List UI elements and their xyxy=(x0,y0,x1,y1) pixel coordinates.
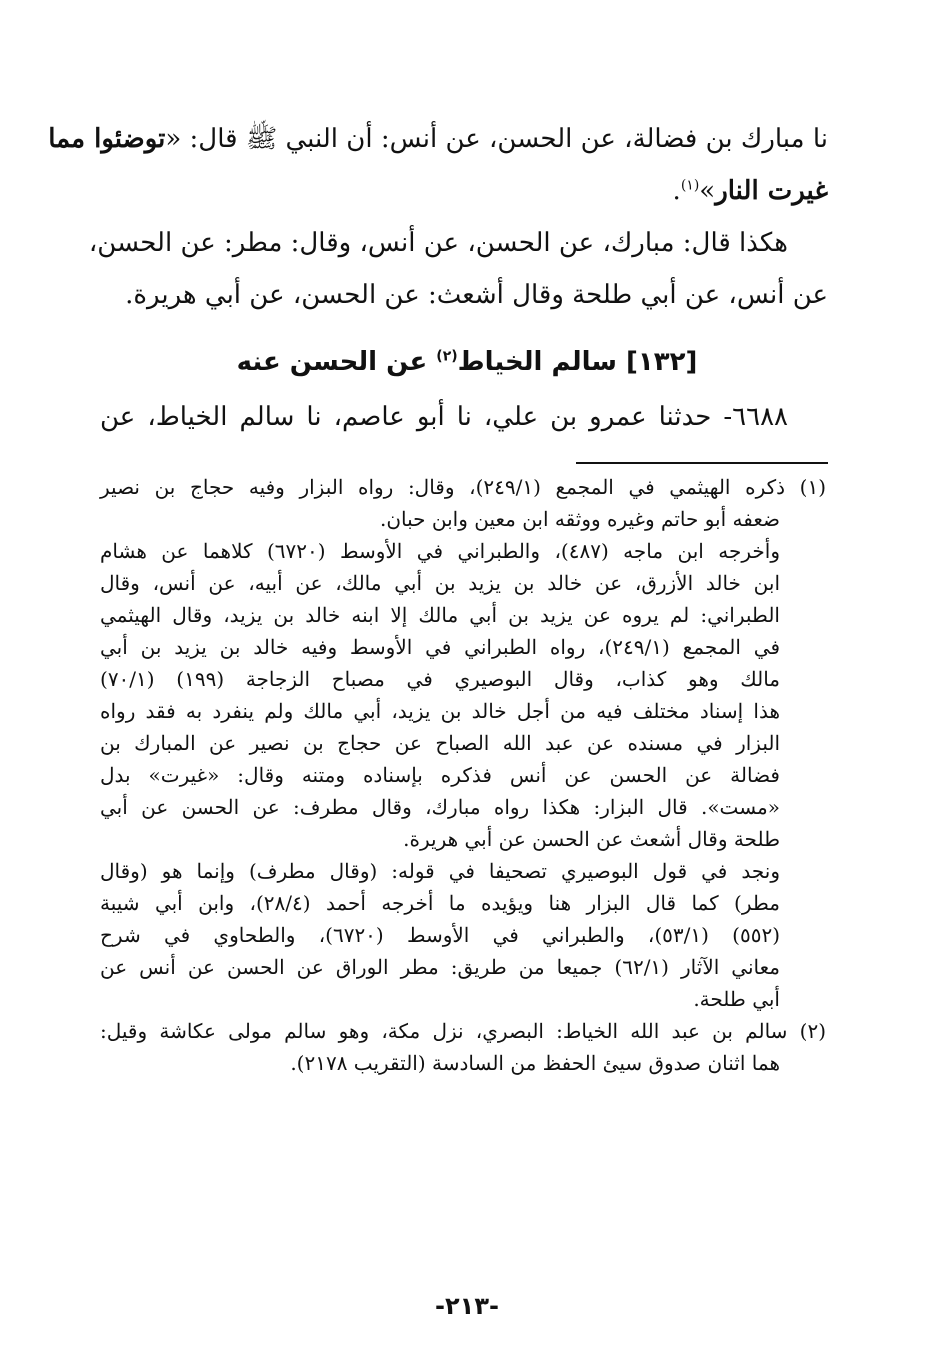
footnote-line: البزار في مسنده عن عبد الله الصباح عن حجاج بن نصير عن المبارك بن xyxy=(100,731,780,755)
footnote-line: معاني الآثار (٦٢/١) جميعا من طريق: مطر الوراق عن الحسن عن أنس عن xyxy=(100,955,780,979)
main-line-1 xyxy=(48,124,828,154)
footnote-line: طلحة وقال أشعث عن الحسن عن أبي هريرة. xyxy=(403,827,780,851)
footnote-line: فضالة عن الحسن عن أنس فذكره بإسناده ومتنه وقال: «غيرت» بدل xyxy=(100,763,780,787)
main-line-2 xyxy=(100,178,828,204)
footnote-line: (٢) سالم بن عبد الله الخياط: البصري، نزل مكة، وهو سالم مولى عكاشة وقيل: xyxy=(100,1019,826,1043)
main-line-3: هكذا قال: مبارك، عن الحسن، عن أنس، وقال: مطر: عن الحسن، xyxy=(88,228,788,258)
main-line-4: عن أنس، عن أبي طلحة وقال أشعث: عن الحسن، عن أبي هريرة. xyxy=(125,280,828,310)
hadith-6688-line: ٦٦٨٨- حدثنا عمرو بن علي، نا أبو عاصم، نا سالم الخياط، عن xyxy=(100,402,788,432)
footnote-line: وأخرجه ابن ماجه (٤٨٧)، والطبراني في الأوسط (٦٧٢٠) كلاهما عن هشام xyxy=(100,539,780,563)
section-heading xyxy=(0,347,934,377)
footnote-line: ضعفه أبو حاتم وغيره ووثقه ابن معين وابن حبان. xyxy=(379,507,780,531)
footnote-line: ابن خالد الأزرق، عن خالد بن يزيد بن أبي مالك، عن أبيه، عن أنس، وقال xyxy=(100,571,780,595)
main-line-1-text: نا مبارك بن فضالة، عن الحسن، عن أنس: أن النبي ﷺ قال: « xyxy=(165,124,828,154)
footnote-line: «مست». قال البزار: هكذا رواه مبارك، وقال مطرف: عن الحسن عن أبي xyxy=(100,795,780,819)
main-text-block xyxy=(48,124,828,334)
footnote-line: الطبراني: لم يروه عن يزيد بن أبي مالك إلا ابنه خالد بن يزيد، وقال الهيثمي xyxy=(100,603,780,627)
footnote-line: أبي طلحة. xyxy=(693,987,780,1011)
footnote-line: ونجد في قول البوصيري تصحيفا في قوله: (وقال مطرف) وإنما هو (وقال xyxy=(100,859,780,883)
hadith-quote-bold: توضئوا مما xyxy=(48,124,166,154)
section-heading-title: [١٣٢] سالم الخياط xyxy=(457,347,698,377)
footnote-marker-2: (٢) xyxy=(436,348,458,365)
footnote-line: (١) ذكره الهيثمي في المجمع (٢٤٩/١)، وقال: رواه البزار وفيه حجاج بن نصير xyxy=(100,475,826,499)
page-number: -٢١٣- xyxy=(435,1292,499,1320)
footnote-line: في المجمع (٢٤٩/١)، رواه الطبراني في الأوسط وفيه خالد بن يزيد بن أبي xyxy=(100,635,780,659)
section-heading-subtitle: عن الحسن عنه xyxy=(236,347,437,377)
footnote-line: هما اثنان صدوق سيئ الحفظ من السادسة (التقريب ٢١٧٨). xyxy=(290,1051,780,1075)
hadith-quote-bold-end: غيرت النار xyxy=(715,176,828,206)
footnote-marker-1: (١) xyxy=(680,177,700,194)
footnotes-block xyxy=(100,477,826,1085)
sentence-period: . xyxy=(672,176,681,206)
footnote-line: هذا إسناد مختلف فيه من أجل خالد بن يزيد، أبي مالك ولم ينفرد به فقد رواه xyxy=(100,699,780,723)
footnote-line: (٥٥٢) (٥٣/١)، والطبراني في الأوسط (٦٧٢٠)، والطحاوي في شرح xyxy=(100,923,780,947)
footnote-line: مالك وهو كذاب، وقال البوصيري في مصباح الزجاجة (١٩٩) (٧٠/١) xyxy=(100,667,781,691)
quote-close-mark: » xyxy=(699,176,716,206)
footnote-line: مطر) كما قال البزار هنا ويؤيده ما أخرجه أحمد (٢٨/٤)، وابن أبي شيبة xyxy=(100,891,780,915)
footnote-separator xyxy=(576,462,828,464)
